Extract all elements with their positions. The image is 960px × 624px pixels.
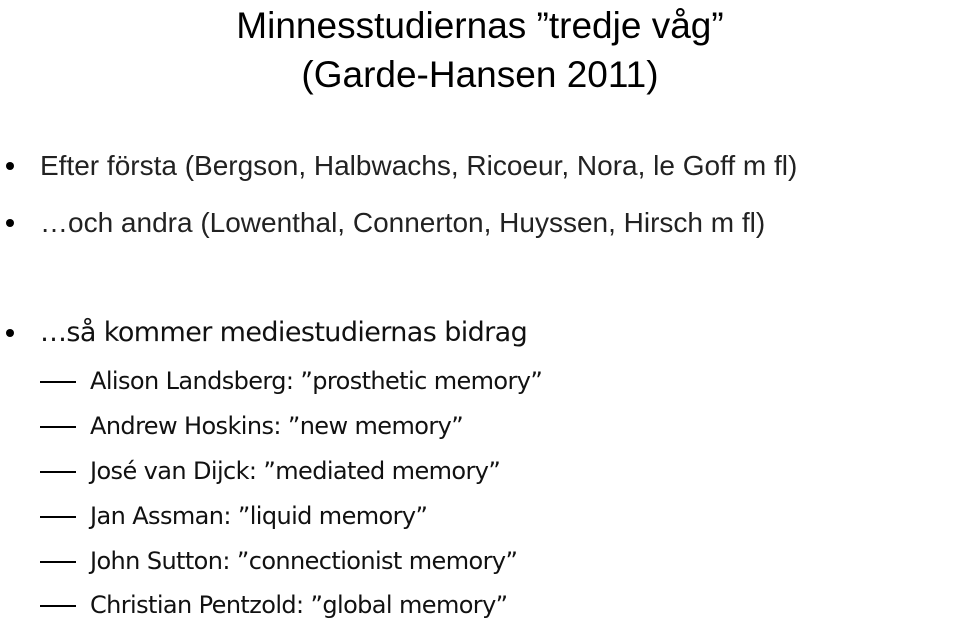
dash-icon [40,605,76,607]
dash-icon [40,516,76,518]
dash-icon [40,426,76,428]
bullet-dot-icon [6,162,14,170]
bullet-dot-icon [6,329,14,337]
sub-item-text: Jan Assman: ”liquid memory” [90,502,428,530]
dash-icon [40,471,76,473]
sub-item-text: Christian Pentzold: ”global memory” [90,591,508,619]
bullet-dot-icon [6,219,14,227]
dash-icon [40,381,76,383]
title-line-2: (Garde-Hansen 2011) [301,54,659,95]
bullet-text: …och andra (Lowenthal, Connerton, Huyssen, Hirsch m fl) [40,207,766,238]
bullet-text: …så kommer mediestudiernas bidrag [40,317,528,348]
bullet-text: Efter första (Bergson, Halbwachs, Ricoeur, Nora, le Goff m fl) [40,150,798,181]
sub-item-text: Alison Landsberg: ”prosthetic memory” [90,367,543,395]
sub-item-text: John Sutton: ”connectionist memory” [90,547,518,575]
sub-item-text: Andrew Hoskins: ”new memory” [90,412,464,440]
dash-icon [40,561,76,563]
title-line-1: Minnesstudiernas ”tredje våg” [236,5,724,46]
sub-item-text: José van Dijck: ”mediated memory” [90,457,501,485]
slide-title [0,0,960,101]
